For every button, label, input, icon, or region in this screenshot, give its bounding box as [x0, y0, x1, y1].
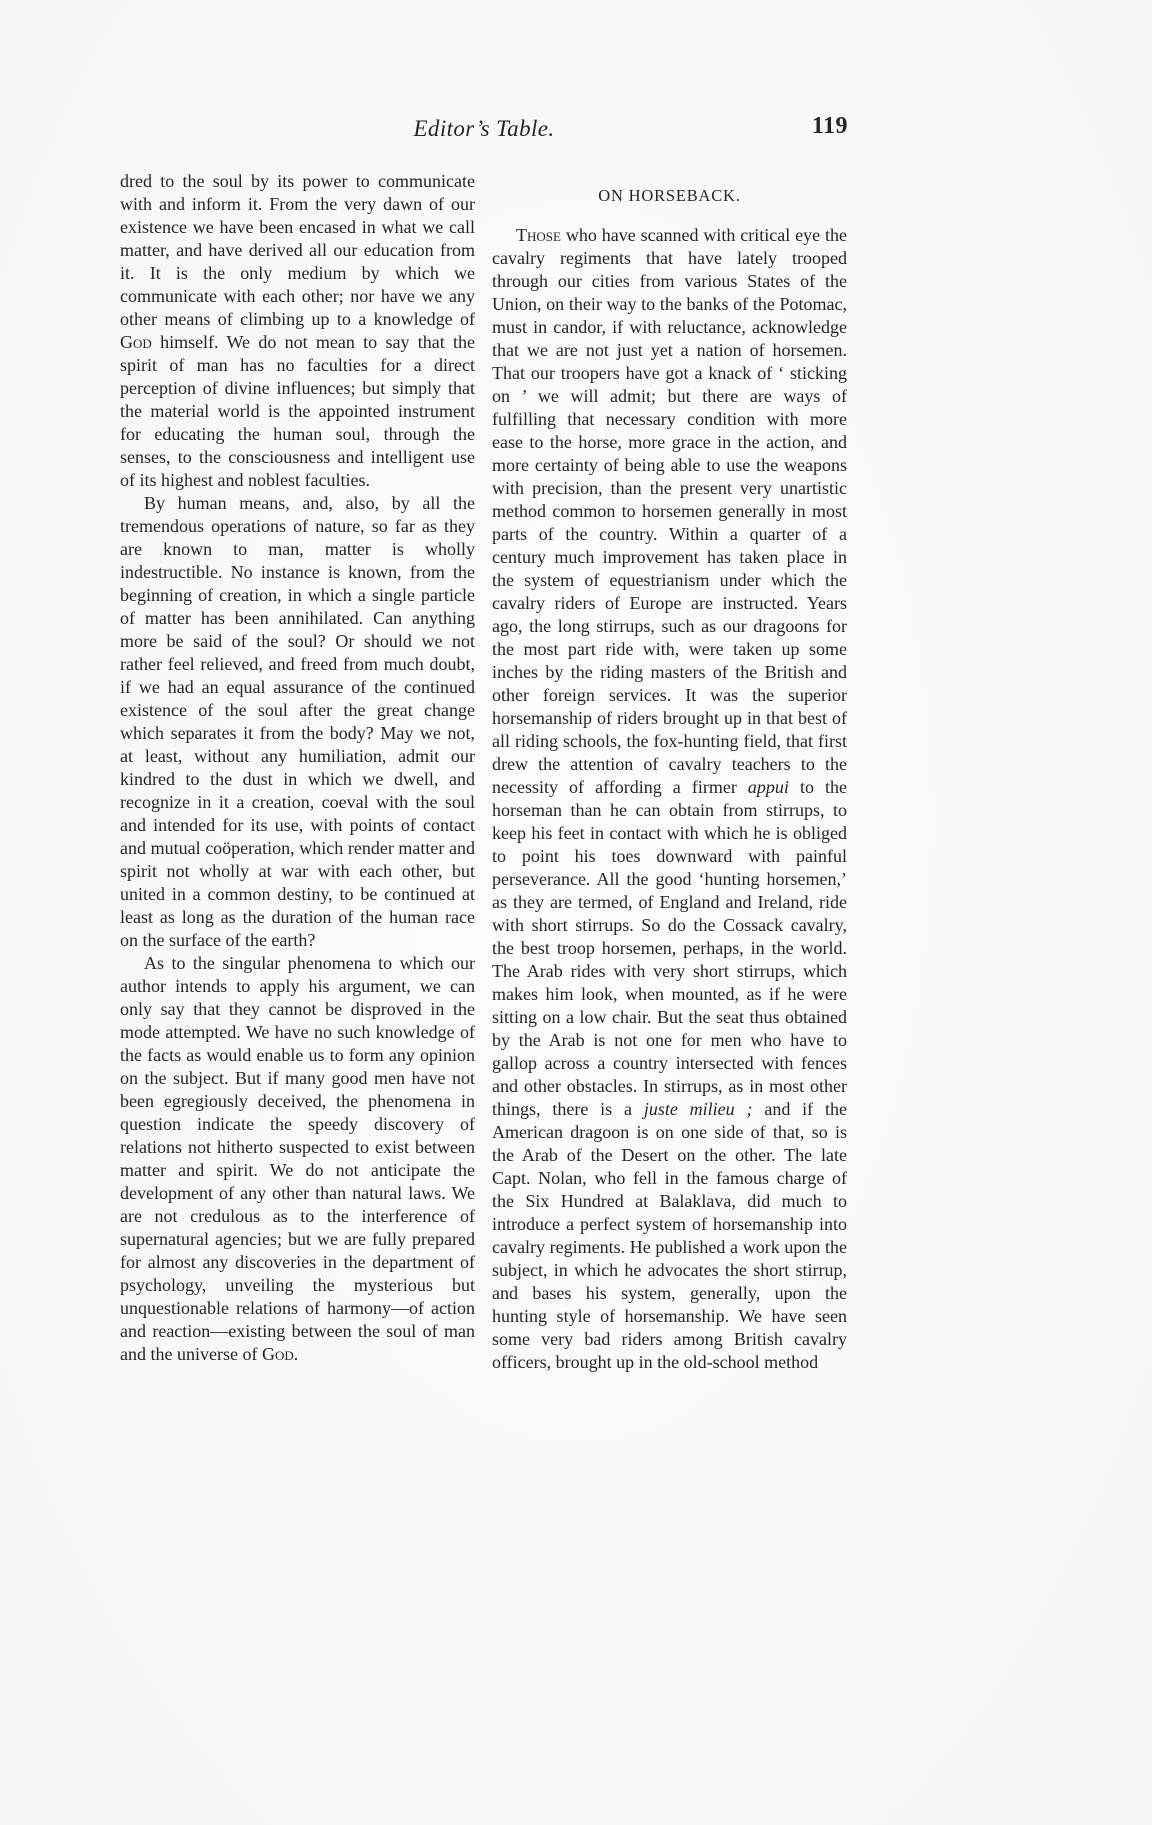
page-number: 119	[811, 113, 848, 139]
paragraph: As to the singular phenomena to which our author intends to apply his argument, we can only say that they cannot be disproved in the mode attempted. We have no such knowledge of the facts as would enable us to form any opinion on the subject. But if many good men have not been egregiously deceived, the phenomena in question indicate the speedy discovery of relations not hitherto suspected to exist between matter and spirit. We do not anticipate the development of any other than natural laws. We are not credulous as to the interference of supernatural agencies; but we are fully prepared for almost any discoveries in the department of psychology, unveiling the mysterious but unquestionable relations of harmony—of action and reaction—existing between the soul of man and the universe of God.	[120, 953, 475, 1364]
page-header	[120, 113, 848, 152]
paragraph: dred to the soul by its power to communicate with and inform it. From the very dawn of our existence we have been encased in what we call matter, and have derived all our education from it. It is the only medium by which we communicate with each other; nor have we any other means of climbing up to a knowledge of God himself. We do not mean to say that the spirit of man has no faculties for a direct perception of divine influences; but simply that the material world is the appointed instrument for educating the human soul, through the senses, to the consciousness and intelligent use of its highest and noblest faculties.	[120, 171, 475, 490]
section-heading: ON HORSEBACK.	[598, 186, 741, 205]
paragraph: By human means, and, also, by all the tremendous operations of nature, so far as they are known to man, matter is wholly indestructible. No instance is known, from the beginning of creation, in which a single particle of matter has been annihilated. Can anything more be said of the soul? Or should we not rather feel relieved, and freed from much doubt, if we had an equal assurance of the continued existence of the soul after the great change which separates it from the body? May we not, at least, without any humiliation, admit our kindred to the dust in which we dwell, and recognize in it a creation, coeval with the soul and intended for its use, with points of contact and mutual coöperation, which render matter and spirit not wholly at war with each other, but united in a common destiny, to be continued at least as long as the duration of the human race on the surface of the earth?	[120, 493, 475, 950]
text-block	[120, 113, 848, 1374]
running-title: Editor’s Table.	[413, 116, 555, 141]
left-column	[120, 170, 475, 1374]
right-column	[492, 170, 847, 1374]
paragraph: Those who have scanned with critical eye the cavalry regiments that have lately trooped through our cities from various States of the Union, on their way to the banks of the Potomac, must in candor, if with reluctance, acknowledge that we are not just yet a nation of horsemen. That our troopers have got a knack of ‘ sticking on ’ we will admit; but there are ways of fulfilling that necessary condition with more ease to the horse, more grace in the action, and more certainty of being able to use the weapons with precision, than the present very unartistic method common to horsemen generally in most parts of the country. Within a quarter of a century much improvement has taken place in the system of equestrianism under which the cavalry riders of Europe are instructed. Years ago, the long stirrups, such as our dragoons for the most part ride with, were taken up some inches by the riding masters of the British and other foreign services. It was the superior horsemanship of riders brought up in that best of all riding schools, the fox-hunting field, that first drew the attention of cavalry teachers to the necessity of affording a firmer appui to the horseman than he can obtain from stirrups, to keep his feet in contact with which he is obliged to point his toes downward with painful perseverance. All the good ‘hunting horsemen,’ as they are termed, of England and Ireland, ride with short stirrups. So do the Cossack cavalry, the best troop horsemen, perhaps, in the world. The Arab rides with very short stirrups, which makes him look, when mounted, as if he were sitting on a low chair. But the seat thus obtained by the Arab is not one for men who have to gallop across a country intersected with fences and other obstacles. In stirrups, as in most other things, there is a juste milieu ; and if the American dragoon is on one side of that, so is the Arab of the Desert on the other. The late Capt. Nolan, who fell in the famous charge of the Six Hundred at Balaklava, did much to introduce a perfect system of horsemanship into cavalry regiments. He published a work upon the subject, in which he advocates the short stirrup, and bases his system, generally, upon the hunting style of horsemanship. We have seen some very bad riders among British cavalry officers, brought up in the old-school method	[492, 225, 848, 1372]
text-columns	[120, 170, 848, 1374]
right-column-body	[492, 224, 847, 1374]
